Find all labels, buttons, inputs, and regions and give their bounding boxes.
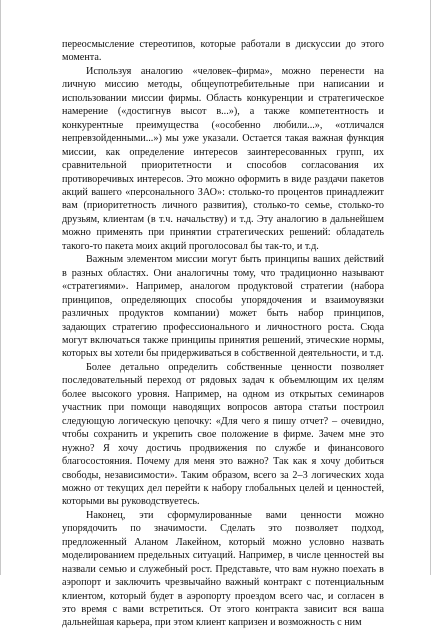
paragraph-values: Более детально определить собственные ценности позволяет последовательный переход от рядовых задач к объемлющим их целям более высокого уровня. Например, на одном из открытых семинаров участник при помощи наводящих вопросов автора статьи построил следующую логическую цепочку: «Для чего я пишу отчет? – очевидно, чтобы сохранить и укрепить свое положение в фирме. Зачем мне это нужно? Я хочу достичь продвижения по службе и финансового благосостояния. Почему для меня это важно? Так как я хочу добиться свободы, независимости». Таким образом, всего за 2–3 логических хода можно от текущих дел перейти к набору глобальных целей и ценностей, которыми вы руководствуетесь.	[62, 361, 384, 508]
paragraph-human-firm-analogy: Используя аналогию «человек–фирма», можно перенести на личную миссию методы, общеупотребительные при написании и использовании миссии фирмы. Область конкуренции и стратегическое намерение («достигнув высот в...»), а также компетентность и конкурентные преимущества («особенно любили...», «отличался непревзойденными...») мы уже указали. Остается такая важная функция миссии, как определение интересов заинтересованных групп, их сравнительной приоритетности и способов согласования их противоречивых интересов. Это можно оформить в виде раздачи пакетов акций вашего «персонального ЗАО»: столько-то процентов принадлежит вам (приоритетность личного развития), столько-то семье, столько-то друзьям, клиентам (в т.ч. начальству) и т.д. Эту аналогию в дальнейшем можно применять при принятии стратегических решений: обладатель такого-то пакета моих акций проголосовал бы так-то, и т.д.	[62, 65, 384, 252]
paragraph-continuation: переосмысление стереотипов, которые работали в дискуссии до этого момента.	[62, 39, 384, 64]
document-body	[62, 38, 384, 630]
paragraph-principles: Важным элементом миссии могут быть принципы ваших действий в разных областях. Они аналогичны тому, что традиционно называют «стратегиями». Например, аналогом продуктовой стратегии (набора принципов, определяющих способы упорядочения и взаимоувязки различных продуктов компании) может быть набор принципов, задающих стратегию профессионального и личностного роста. Сюда могут включаться также принципы принятия решений, этические нормы, которых вы хотели бы придерживаться в собственной деятельности, и т.д.	[62, 254, 384, 360]
paragraph-ordering-values: Наконец, эти сформулированные вами ценности можно упорядочить по значимости. Сделать это позволяет подход, предложенный Аланом Лакейном, который можно условно назвать моделированием предельных ситуаций. Например, в числе ценностей вы назвали семью и служебный рост. Представьте, что вам нужно поехать в аэропорт и заключить чрезвычайно важный контракт с потенциальным клиентом, который будет в аэропорту проездом всего час, и согласен в это время с вами встретиться. От этого контракта зависит вся ваша дальнейшая карьера, при этом клиент капризен и возможность с ним	[62, 509, 384, 629]
